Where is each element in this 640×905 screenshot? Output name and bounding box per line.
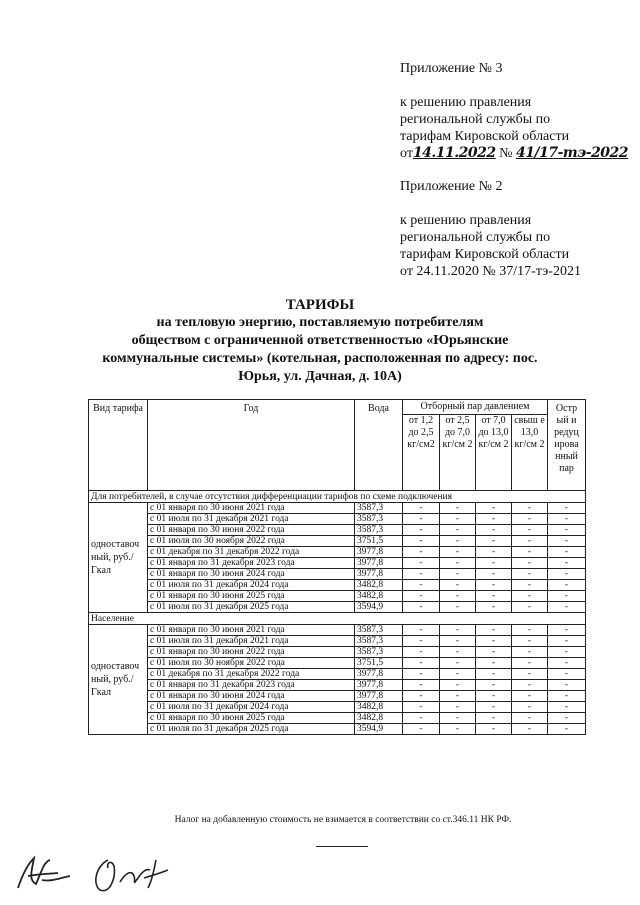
period-cell: с 01 июля по 31 декабря 2025 года (148, 724, 355, 735)
water-tariff-cell: 3977,8 (355, 669, 403, 680)
empty-tariff-cell: - (440, 536, 476, 547)
appendix-new-date: 14.11.2022 (412, 145, 496, 161)
empty-tariff-cell: - (476, 658, 512, 669)
water-tariff-cell: 3587,3 (355, 503, 403, 514)
appendix-new-number: 41/17-тэ-2022 (515, 145, 628, 161)
water-tariff-cell: 3977,8 (355, 547, 403, 558)
water-tariff-cell: 3977,8 (355, 680, 403, 691)
empty-tariff-cell: - (476, 525, 512, 536)
table-row (89, 691, 586, 702)
empty-tariff-cell: - (548, 547, 586, 558)
empty-tariff-cell: - (548, 503, 586, 514)
empty-tariff-cell: - (548, 591, 586, 602)
empty-tariff-cell: - (512, 558, 548, 569)
empty-tariff-cell: - (476, 647, 512, 658)
period-cell: с 01 января по 31 декабря 2023 года (148, 680, 355, 691)
water-tariff-cell: 3587,3 (355, 525, 403, 536)
empty-tariff-cell: - (548, 713, 586, 724)
empty-tariff-cell: - (440, 713, 476, 724)
period-cell: с 01 января по 30 июня 2022 года (148, 525, 355, 536)
appendix-new-line3: тарифам Кировской области (400, 129, 570, 144)
header-tariff-type: Вид тарифа (89, 400, 148, 491)
empty-tariff-cell: - (440, 558, 476, 569)
appendix-new-date-line (400, 145, 628, 162)
period-cell: с 01 января по 30 июня 2025 года (148, 591, 355, 602)
empty-tariff-cell: - (548, 514, 586, 525)
header-pressure-4: свыш е 13,0 кг/см 2 (512, 415, 548, 491)
title-line4: Юрья, ул. Дачная, д. 10А) (238, 369, 402, 384)
period-cell: с 01 июля по 31 декабря 2025 года (148, 602, 355, 613)
document-title (85, 296, 555, 386)
table-row (89, 647, 586, 658)
empty-tariff-cell: - (548, 691, 586, 702)
appendix-old-block (400, 178, 581, 280)
table-row (89, 680, 586, 691)
table-row (89, 569, 586, 580)
empty-tariff-cell: - (440, 702, 476, 713)
header-water: Вода (355, 400, 403, 491)
empty-tariff-cell: - (512, 547, 548, 558)
empty-tariff-cell: - (440, 691, 476, 702)
water-tariff-cell: 3587,3 (355, 647, 403, 658)
empty-tariff-cell: - (512, 503, 548, 514)
empty-tariff-cell: - (440, 591, 476, 602)
empty-tariff-cell: - (476, 503, 512, 514)
tariff-table (88, 399, 586, 735)
appendix-old-line2: региональной службы по (400, 230, 551, 245)
header-sharp-steam: Остр ый и редуц ирова нный пар (548, 400, 586, 491)
empty-tariff-cell: - (440, 724, 476, 735)
empty-tariff-cell: - (440, 569, 476, 580)
empty-tariff-cell: - (403, 580, 440, 591)
empty-tariff-cell: - (548, 625, 586, 636)
empty-tariff-cell: - (476, 680, 512, 691)
water-tariff-cell: 3977,8 (355, 569, 403, 580)
empty-tariff-cell: - (403, 702, 440, 713)
period-cell: с 01 июля по 31 декабря 2021 года (148, 514, 355, 525)
empty-tariff-cell: - (512, 580, 548, 591)
empty-tariff-cell: - (403, 591, 440, 602)
empty-tariff-cell: - (403, 558, 440, 569)
header-pressure-3: от 7,0 до 13,0 кг/см 2 (476, 415, 512, 491)
empty-tariff-cell: - (512, 647, 548, 658)
table-row (89, 636, 586, 647)
empty-tariff-cell: - (548, 569, 586, 580)
empty-tariff-cell: - (403, 647, 440, 658)
empty-tariff-cell: - (403, 658, 440, 669)
water-tariff-cell: 3594,9 (355, 602, 403, 613)
title-heading: ТАРИФЫ (285, 297, 355, 313)
empty-tariff-cell: - (403, 536, 440, 547)
header-steam-group: Отборный пар давлением (403, 400, 548, 415)
empty-tariff-cell: - (440, 547, 476, 558)
empty-tariff-cell: - (440, 680, 476, 691)
empty-tariff-cell: - (512, 625, 548, 636)
table-row (89, 547, 586, 558)
tariff-type-cell: одноставоч ный, руб./Гкал (89, 503, 148, 613)
empty-tariff-cell: - (403, 602, 440, 613)
empty-tariff-cell: - (403, 625, 440, 636)
table-row (89, 625, 586, 636)
empty-tariff-cell: - (403, 503, 440, 514)
empty-tariff-cell: - (403, 569, 440, 580)
appendix-new-label: Приложение № 3 (400, 61, 503, 76)
vat-footnote: Налог на добавленную стоимость не взимается в соответствии со ст.346.11 НК РФ. (174, 815, 512, 825)
period-cell: с 01 января по 30 июня 2021 года (148, 503, 355, 514)
empty-tariff-cell: - (512, 514, 548, 525)
water-tariff-cell: 3977,8 (355, 558, 403, 569)
empty-tariff-cell: - (548, 558, 586, 569)
empty-tariff-cell: - (403, 669, 440, 680)
period-cell: с 01 января по 30 июня 2022 года (148, 647, 355, 658)
empty-tariff-cell: - (476, 591, 512, 602)
appendix-new-line2: региональной службы по (400, 112, 551, 127)
water-tariff-cell: 3482,8 (355, 591, 403, 602)
table-row (89, 658, 586, 669)
period-cell: с 01 июля по 30 ноября 2022 года (148, 536, 355, 547)
empty-tariff-cell: - (476, 536, 512, 547)
empty-tariff-cell: - (548, 669, 586, 680)
appendix-old-line4: от 24.11.2020 № 37/17-тэ-2021 (400, 264, 581, 279)
period-cell: с 01 июля по 31 декабря 2021 года (148, 636, 355, 647)
tariff-type-cell: одноставоч ный, руб./Гкал (89, 625, 148, 735)
period-cell: с 01 июля по 31 декабря 2024 года (148, 580, 355, 591)
empty-tariff-cell: - (403, 525, 440, 536)
empty-tariff-cell: - (403, 547, 440, 558)
empty-tariff-cell: - (440, 514, 476, 525)
empty-tariff-cell: - (476, 547, 512, 558)
empty-tariff-cell: - (548, 680, 586, 691)
title-line2: обществом с ограниченной ответственностью «Юрьянские (131, 333, 509, 348)
table-row (89, 724, 586, 735)
title-line3: коммунальные системы» (котельная, расположенная по адресу: пос. (102, 351, 538, 366)
empty-tariff-cell: - (476, 713, 512, 724)
water-tariff-cell: 3482,8 (355, 713, 403, 724)
water-tariff-cell: 3587,3 (355, 514, 403, 525)
table-row (89, 580, 586, 591)
appendix-old-line3: тарифам Кировской области (400, 247, 570, 262)
tariff-table-body (89, 491, 586, 735)
empty-tariff-cell: - (512, 569, 548, 580)
water-tariff-cell: 3587,3 (355, 625, 403, 636)
water-tariff-cell: 3751,5 (355, 658, 403, 669)
empty-tariff-cell: - (512, 536, 548, 547)
empty-tariff-cell: - (440, 658, 476, 669)
empty-tariff-cell: - (476, 691, 512, 702)
water-tariff-cell: 3594,9 (355, 724, 403, 735)
table-row (89, 713, 586, 724)
group-header-row (89, 613, 586, 625)
empty-tariff-cell: - (440, 525, 476, 536)
empty-tariff-cell: - (512, 669, 548, 680)
empty-tariff-cell: - (476, 514, 512, 525)
empty-tariff-cell: - (440, 625, 476, 636)
table-row (89, 602, 586, 613)
group-header-row (89, 491, 586, 503)
period-cell: с 01 декабря по 31 декабря 2022 года (148, 669, 355, 680)
empty-tariff-cell: - (548, 658, 586, 669)
empty-tariff-cell: - (548, 536, 586, 547)
empty-tariff-cell: - (548, 702, 586, 713)
water-tariff-cell: 3587,3 (355, 636, 403, 647)
empty-tariff-cell: - (512, 602, 548, 613)
empty-tariff-cell: - (512, 691, 548, 702)
period-cell: с 01 января по 30 июня 2024 года (148, 569, 355, 580)
signature-1 (10, 840, 80, 895)
empty-tariff-cell: - (403, 514, 440, 525)
empty-tariff-cell: - (476, 669, 512, 680)
empty-tariff-cell: - (476, 636, 512, 647)
empty-tariff-cell: - (548, 525, 586, 536)
water-tariff-cell: 3751,5 (355, 536, 403, 547)
empty-tariff-cell: - (476, 580, 512, 591)
appendix-new-num-prefix: № (499, 146, 513, 161)
empty-tariff-cell: - (476, 625, 512, 636)
empty-tariff-cell: - (440, 602, 476, 613)
period-cell: с 01 января по 30 июня 2021 года (148, 625, 355, 636)
period-cell: с 01 июля по 31 декабря 2024 года (148, 702, 355, 713)
empty-tariff-cell: - (403, 691, 440, 702)
empty-tariff-cell: - (440, 580, 476, 591)
header-pressure-2: от 2,5 до 7,0 кг/см 2 (440, 415, 476, 491)
group-title: Для потребителей, в случае отсутствия дифференциации тарифов по схеме подключения (89, 491, 586, 503)
table-row (89, 536, 586, 547)
period-cell: с 01 января по 30 июня 2025 года (148, 713, 355, 724)
table-row (89, 591, 586, 602)
empty-tariff-cell: - (548, 636, 586, 647)
empty-tariff-cell: - (548, 724, 586, 735)
appendix-old-label: Приложение № 2 (400, 179, 503, 194)
empty-tariff-cell: - (512, 591, 548, 602)
empty-tariff-cell: - (403, 680, 440, 691)
empty-tariff-cell: - (512, 713, 548, 724)
period-cell: с 01 января по 30 июня 2024 года (148, 691, 355, 702)
empty-tariff-cell: - (512, 636, 548, 647)
empty-tariff-cell: - (440, 669, 476, 680)
title-line1: на тепловую энергию, поставляемую потребителям (156, 315, 484, 330)
empty-tariff-cell: - (548, 580, 586, 591)
empty-tariff-cell: - (548, 647, 586, 658)
appendix-old-line1: к решению правления (400, 213, 532, 228)
empty-tariff-cell: - (476, 569, 512, 580)
empty-tariff-cell: - (512, 702, 548, 713)
period-cell: с 01 июля по 30 ноября 2022 года (148, 658, 355, 669)
empty-tariff-cell: - (403, 636, 440, 647)
empty-tariff-cell: - (512, 525, 548, 536)
water-tariff-cell: 3482,8 (355, 580, 403, 591)
empty-tariff-cell: - (512, 724, 548, 735)
table-row (89, 525, 586, 536)
table-row (89, 702, 586, 713)
table-row (89, 514, 586, 525)
water-tariff-cell: 3977,8 (355, 691, 403, 702)
empty-tariff-cell: - (548, 602, 586, 613)
empty-tariff-cell: - (512, 680, 548, 691)
header-period: Год (148, 400, 355, 491)
header-pressure-1: от 1,2 до 2,5 кг/см2 (403, 415, 440, 491)
empty-tariff-cell: - (476, 602, 512, 613)
empty-tariff-cell: - (403, 724, 440, 735)
empty-tariff-cell: - (512, 658, 548, 669)
signature-underline (316, 846, 368, 847)
empty-tariff-cell: - (440, 503, 476, 514)
period-cell: с 01 января по 31 декабря 2023 года (148, 558, 355, 569)
empty-tariff-cell: - (440, 647, 476, 658)
table-row (89, 503, 586, 514)
empty-tariff-cell: - (476, 724, 512, 735)
empty-tariff-cell: - (476, 558, 512, 569)
water-tariff-cell: 3482,8 (355, 702, 403, 713)
appendix-new-line1: к решению правления (400, 95, 532, 110)
empty-tariff-cell: - (440, 636, 476, 647)
group-title: Население (89, 613, 586, 625)
table-row (89, 558, 586, 569)
table-row (89, 669, 586, 680)
signature-2 (86, 848, 176, 898)
empty-tariff-cell: - (403, 713, 440, 724)
period-cell: с 01 декабря по 31 декабря 2022 года (148, 547, 355, 558)
empty-tariff-cell: - (476, 702, 512, 713)
appendix-new-block (400, 60, 628, 162)
appendix-new-from: от (400, 146, 413, 161)
